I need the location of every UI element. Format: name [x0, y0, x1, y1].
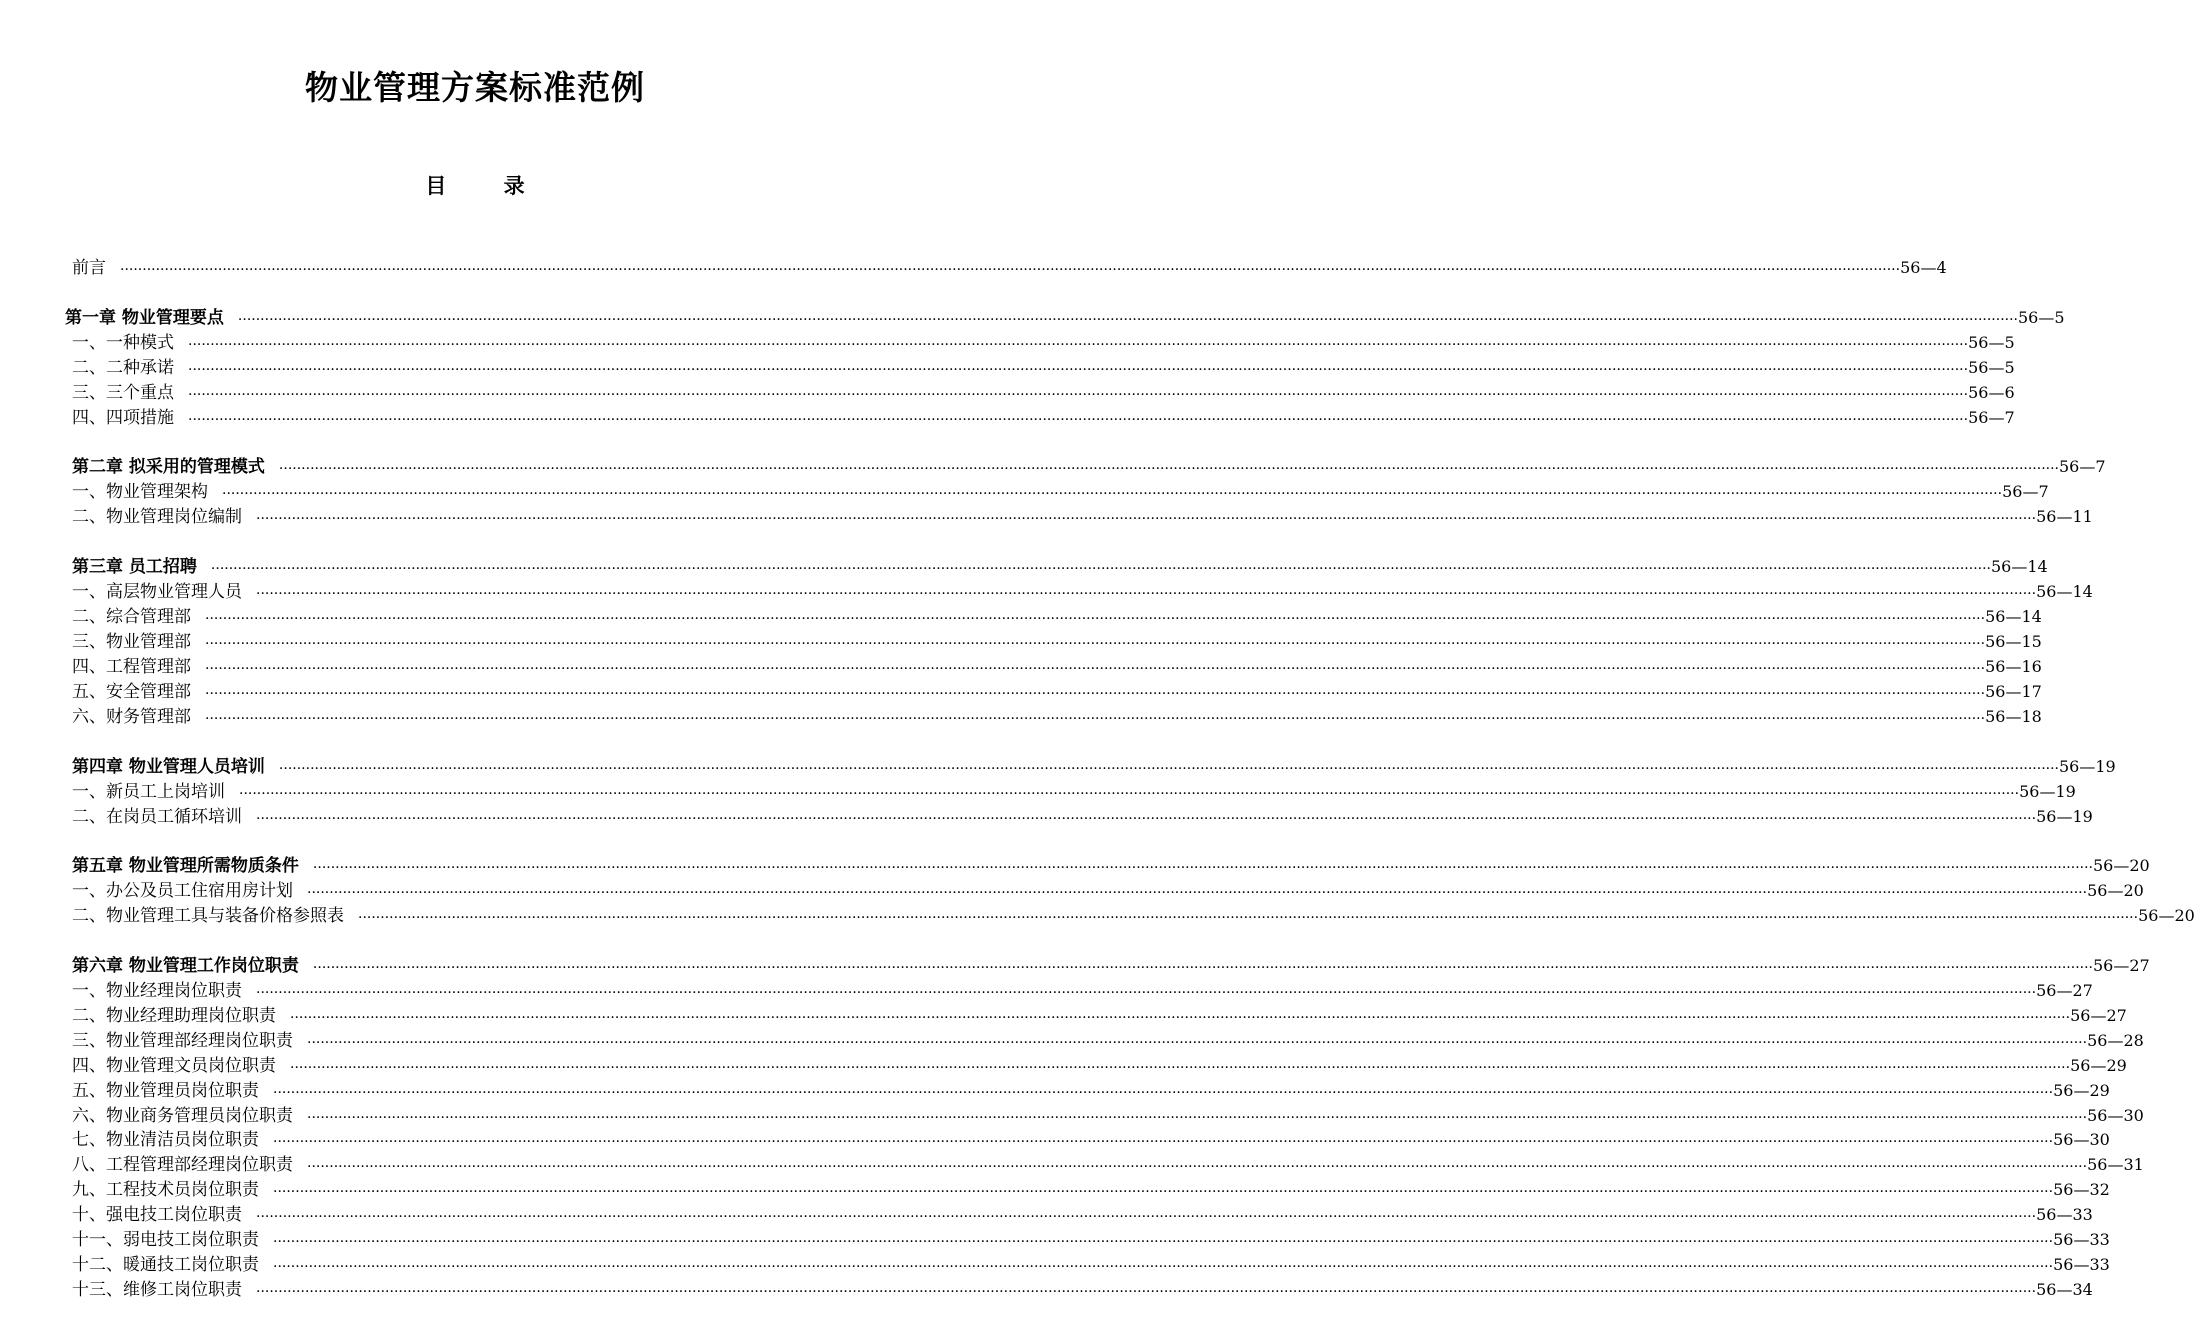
toc-entry: [72, 1029, 2144, 1053]
dot-leader: ················································································································································································································································································································································································································: [222, 486, 2003, 502]
toc-entry-label: 一、物业经理岗位职责: [72, 981, 242, 1001]
toc-entry-label: 四、工程管理部: [72, 657, 191, 677]
toc-entry-label: 七、物业清洁员岗位职责: [72, 1130, 259, 1150]
dot-leader: ················································································································································································································································································································································································································: [307, 1035, 2088, 1051]
toc-entry-label: 一、新员工上岗培训: [72, 782, 225, 802]
toc-chapter-entry: [72, 555, 2048, 579]
dot-leader: ················································································································································································································································································································································································································: [188, 362, 1969, 378]
toc-entry-label: 二、物业管理岗位编制: [72, 507, 242, 527]
toc-entry-page: 56—27: [2093, 956, 2150, 975]
toc-entry-label: 一、一种模式: [72, 333, 174, 353]
dot-leader: ················································································································································································································································································································································································································: [205, 711, 1986, 727]
toc-entry-label: 五、物业管理员岗位职责: [72, 1081, 259, 1101]
dot-leader: ················································································································································································································································································································································································································: [358, 910, 2139, 926]
toc-entry-page: 56—15: [1985, 632, 2042, 651]
toc-entry-page: 56—28: [2087, 1031, 2144, 1050]
toc-entry-label: 二、物业管理工具与装备价格参照表: [72, 906, 344, 926]
toc-entry-page: 56—5: [2018, 308, 2065, 327]
toc-entry-label: 第二章 拟采用的管理模式: [72, 457, 265, 477]
dot-leader: ················································································································································································································································································································································································································: [120, 262, 1901, 278]
toc-entry-page: 56—19: [2059, 757, 2116, 776]
toc-entry-page: 56—14: [2036, 582, 2093, 601]
toc-entry-page: 56—27: [2036, 981, 2093, 1000]
toc-entry: [72, 605, 2042, 629]
toc-entry: [72, 904, 2195, 928]
toc-entry: [72, 1128, 2110, 1152]
toc-entry: [72, 879, 2144, 903]
toc-entry: [72, 356, 2015, 380]
dot-leader: ················································································································································································································································································································································································································: [278, 761, 2059, 777]
toc-entry-page: 56—19: [2019, 782, 2076, 801]
toc-entry: [72, 805, 2093, 829]
toc-entry-page: 56—20: [2087, 881, 2144, 900]
dot-leader: ················································································································································································································································································································································································································: [205, 686, 1986, 702]
toc-entry-page: 56—27: [2070, 1006, 2127, 1025]
toc-entry-label: 八、工程管理部经理岗位职责: [72, 1155, 293, 1175]
toc-entry: [72, 1278, 2093, 1302]
toc-entry-label: 第四章 物业管理人员培训: [72, 757, 265, 777]
toc-entry: [72, 780, 2076, 804]
toc-entry: [72, 655, 2042, 679]
toc-entry-label: 六、物业商务管理员岗位职责: [72, 1106, 293, 1126]
dot-leader: ················································································································································································································································································································································································································: [312, 860, 2093, 876]
dot-leader: ················································································································································································································································································································································································································: [307, 1159, 2088, 1175]
dot-leader: ················································································································································································································································································································································································································: [273, 1134, 2054, 1150]
toc-entry: [72, 331, 2015, 355]
dot-leader: ················································································································································································································································································································································································································: [256, 511, 2037, 527]
toc-entry-page: 56—7: [2002, 482, 2049, 501]
dot-leader: ················································································································································································································································································································································································································: [188, 337, 1969, 353]
dot-leader: ················································································································································································································································································································································································································: [290, 1010, 2071, 1026]
dot-leader: ················································································································································································································································································································································································································: [256, 985, 2037, 1001]
toc-entry-page: 56—32: [2053, 1180, 2110, 1199]
dot-leader: ················································································································································································································································································································································································································: [239, 786, 2020, 802]
dot-leader: ················································································································································································································································································································································································································: [256, 1284, 2037, 1300]
toc-entry-page: 56—29: [2053, 1081, 2110, 1100]
toc-entry-page: 56—11: [2036, 507, 2093, 526]
toc-entry-label: 一、办公及员工住宿用房计划: [72, 881, 293, 901]
toc-entry-label: 十、强电技工岗位职责: [72, 1205, 242, 1225]
toc-entry-page: 56—4: [1900, 258, 1947, 277]
toc-entry-page: 56—7: [1968, 408, 2015, 427]
toc-entry-label: 二、物业经理助理岗位职责: [72, 1006, 276, 1026]
dot-leader: ················································································································································································································································································································································································································: [205, 611, 1986, 627]
toc-chapter-entry: [65, 306, 2065, 330]
toc-entry-page: 56—20: [2138, 906, 2195, 925]
dot-leader: ················································································································································································································································································································································································································: [307, 885, 2088, 901]
toc-entry-label: 一、物业管理架构: [72, 482, 208, 502]
toc-chapter-entry: [72, 854, 2150, 878]
toc-entry-label: 四、四项措施: [72, 408, 174, 428]
toc-entry: [72, 480, 2049, 504]
toc-entry: [72, 1004, 2127, 1028]
toc-entry-label: 第五章 物业管理所需物质条件: [72, 856, 299, 876]
toc-entry-page: 56—20: [2093, 856, 2150, 875]
dot-leader: ················································································································································································································································································································································································································: [188, 387, 1969, 403]
toc-entry-page: 56—33: [2036, 1205, 2093, 1224]
toc-entry-label: 第六章 物业管理工作岗位职责: [72, 956, 299, 976]
toc-entry-label: 二、在岗员工循环培训: [72, 807, 242, 827]
toc-entry-page: 56—29: [2070, 1056, 2127, 1075]
toc-entry: [72, 705, 2042, 729]
dot-leader: ················································································································································································································································································································································································································: [256, 811, 2037, 827]
toc-entry: [72, 1228, 2110, 1252]
toc-chapter-entry: [72, 954, 2150, 978]
toc-entry-label: 三、物业管理部: [72, 632, 191, 652]
toc-entry-page: 56—14: [1985, 607, 2042, 626]
dot-leader: ················································································································································································································································································································································································································: [210, 561, 1991, 577]
dot-leader: ················································································································································································································································································································································································································: [273, 1184, 2054, 1200]
toc-entry-page: 56—17: [1985, 682, 2042, 701]
dot-leader: ················································································································································································································································································································································································································: [273, 1085, 2054, 1101]
toc-entry-page: 56—30: [2053, 1130, 2110, 1149]
toc-entry: [72, 406, 2015, 430]
toc-entry: [72, 979, 2093, 1003]
toc-entry-label: 十一、弱电技工岗位职责: [72, 1230, 259, 1250]
toc-entry-page: 56—19: [2036, 807, 2093, 826]
toc-heading: 目 录: [425, 174, 525, 198]
toc-entry-page: 56—5: [1968, 333, 2015, 352]
toc-entry-page: 56—33: [2053, 1255, 2110, 1274]
toc-entry: [72, 1104, 2144, 1128]
toc-entry-label: 六、财务管理部: [72, 707, 191, 727]
toc-chapter-entry: [72, 455, 2106, 479]
toc-entry: [72, 1253, 2110, 1277]
toc-entry-page: 56—14: [1991, 557, 2048, 576]
dot-leader: ················································································································································································································································································································································································································: [237, 312, 2018, 328]
toc-entry: [72, 256, 1947, 280]
toc-entry: [72, 680, 2042, 704]
dot-leader: ················································································································································································································································································································································································································: [273, 1259, 2054, 1275]
toc-entry-label: 第一章 物业管理要点: [65, 308, 224, 328]
toc-entry: [72, 630, 2042, 654]
document-title: 物业管理方案标准范例: [305, 68, 645, 107]
toc-entry-page: 56—5: [1968, 358, 2015, 377]
toc-entry: [72, 1203, 2093, 1227]
toc-entry-label: 二、二种承诺: [72, 358, 174, 378]
toc-entry-page: 56—34: [2036, 1280, 2093, 1299]
toc-entry-label: 三、三个重点: [72, 383, 174, 403]
toc-entry-label: 三、物业管理部经理岗位职责: [72, 1031, 293, 1051]
toc-entry-label: 十三、维修工岗位职责: [72, 1280, 242, 1300]
toc-entry: [72, 1054, 2127, 1078]
toc-entry-page: 56—18: [1985, 707, 2042, 726]
dot-leader: ················································································································································································································································································································································································································: [290, 1060, 2071, 1076]
toc-entry-page: 56—6: [1968, 383, 2015, 402]
toc-entry: [72, 1153, 2144, 1177]
toc-entry-label: 前言: [72, 258, 106, 278]
toc-entry-page: 56—31: [2087, 1155, 2144, 1174]
toc-entry-page: 56—30: [2087, 1106, 2144, 1125]
dot-leader: ················································································································································································································································································································································································································: [256, 1209, 2037, 1225]
toc-entry-label: 第三章 员工招聘: [72, 557, 197, 577]
toc-entry: [72, 381, 2015, 405]
toc-entry-page: 56—7: [2059, 457, 2106, 476]
toc-entry-label: 五、安全管理部: [72, 682, 191, 702]
toc-entry-label: 二、综合管理部: [72, 607, 191, 627]
toc-entry-label: 九、工程技术员岗位职责: [72, 1180, 259, 1200]
toc-entry-page: 56—16: [1985, 657, 2042, 676]
dot-leader: ················································································································································································································································································································································································································: [273, 1234, 2054, 1250]
dot-leader: ················································································································································································································································································································································································································: [278, 461, 2059, 477]
dot-leader: ················································································································································································································································································································································································································: [188, 412, 1969, 428]
toc-entry: [72, 580, 2093, 604]
toc-entry: [72, 505, 2093, 529]
dot-leader: ················································································································································································································································································································································································································: [205, 636, 1986, 652]
toc-entry-label: 一、高层物业管理人员: [72, 582, 242, 602]
toc-chapter-entry: [72, 755, 2116, 779]
toc-entry: [72, 1079, 2110, 1103]
dot-leader: ················································································································································································································································································································································································································: [205, 661, 1986, 677]
toc-entry-label: 十二、暖通技工岗位职责: [72, 1255, 259, 1275]
dot-leader: ················································································································································································································································································································································································································: [312, 960, 2093, 976]
toc-entry-label: 四、物业管理文员岗位职责: [72, 1056, 276, 1076]
toc-entry-page: 56—33: [2053, 1230, 2110, 1249]
dot-leader: ················································································································································································································································································································································································································: [256, 586, 2037, 602]
toc-entry: [72, 1178, 2110, 1202]
dot-leader: ················································································································································································································································································································································································································: [307, 1110, 2088, 1126]
